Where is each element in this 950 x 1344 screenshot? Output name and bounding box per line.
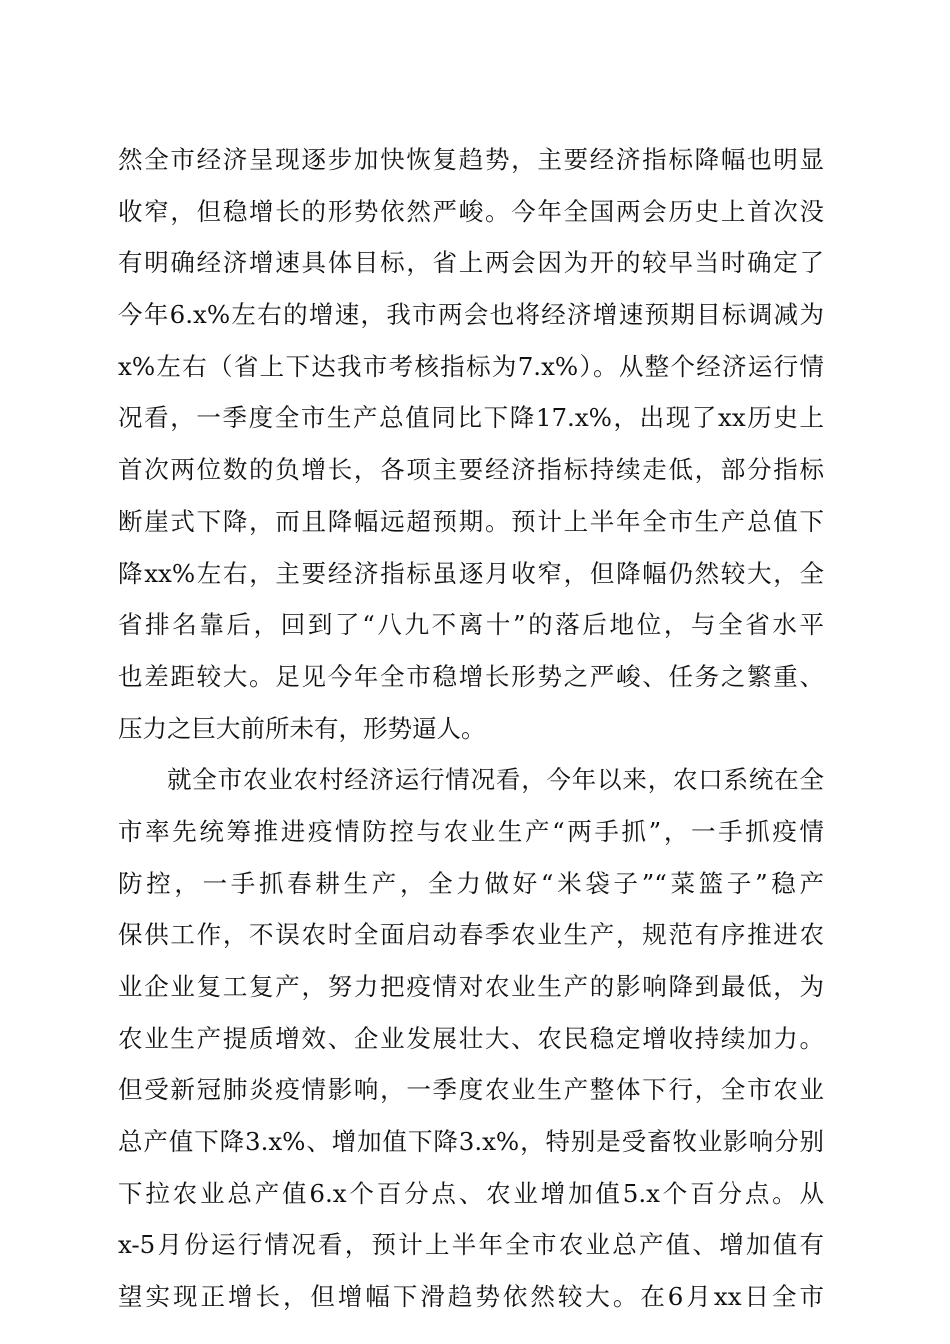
text-line: 市率先统筹推进疫情防控与农业生产“两手抓”，一手抓疫情 xyxy=(118,816,824,846)
text-line: 收窄，但稳增长的形势依然严峻。今年全国两会历史上首次没 xyxy=(118,196,824,226)
text-line: 就全市农业农村经济运行情况看，今年以来，农口系统在全 xyxy=(167,765,824,795)
text-line: 望实现正增长，但增幅下滑趋势依然较大。在6月xx日全市 xyxy=(118,1282,824,1312)
text-line: x-5月份运行情况看，预计上半年全市农业总产值、增加值有 xyxy=(118,1230,824,1260)
paragraph-economy-overview xyxy=(118,134,824,754)
document-page xyxy=(118,134,824,1323)
paragraph-agriculture xyxy=(118,754,824,1323)
text-line: 有明确经济增速具体目标，省上两会因为开的较早当时确定了 xyxy=(118,248,824,278)
text-line: 但受新冠肺炎疫情影响，一季度农业生产整体下行，全市农业 xyxy=(118,1075,824,1105)
text-line: 省排名靠后，回到了“八九不离十”的落后地位，与全省水平 xyxy=(118,610,824,640)
text-line: 总产值下降3.x%、增加值下降3.x%，特别是受畜牧业影响分别 xyxy=(118,1127,824,1157)
text-line: 然全市经济呈现逐步加快恢复趋势，主要经济指标降幅也明显 xyxy=(118,145,824,174)
text-line: 断崖式下降，而且降幅远超预期。预计上半年全市生产总值下 xyxy=(118,506,824,536)
text-line: 也差距较大。足见今年全市稳增长形势之严峻、任务之繁重、 xyxy=(118,661,824,691)
text-line: x%左右（省上下达我市考核指标为7.x%）。从整个经济运行情 xyxy=(118,351,824,381)
text-line: 压力之巨大前所未有，形势逼人。 xyxy=(118,713,486,743)
text-line: 今年6.x%左右的增速，我市两会也将经济增速预期目标调减为 xyxy=(118,300,824,330)
text-line: 首次两位数的负增长，各项主要经济指标持续走低，部分指标 xyxy=(118,455,824,485)
text-line: 农业生产提质增效、企业发展壮大、农民稳定增收持续加力。 xyxy=(118,1023,824,1053)
text-line: 况看，一季度全市生产总值同比下降17.x%，出现了xx历史上 xyxy=(118,403,824,433)
text-line: 防控，一手抓春耕生产，全力做好“米袋子”“菜篮子”稳产 xyxy=(118,868,824,898)
text-line: 下拉农业总产值6.x个百分点、农业增加值5.x个百分点。从 xyxy=(118,1178,824,1208)
text-line: 降xx%左右，主要经济指标虽逐月收窄，但降幅仍然较大，全 xyxy=(118,558,824,588)
text-line: 业企业复工复产，努力把疫情对农业生产的影响降到最低，为 xyxy=(118,972,824,1001)
text-line: 保供工作，不误农时全面启动春季农业生产，规范有序推进农 xyxy=(118,920,824,950)
